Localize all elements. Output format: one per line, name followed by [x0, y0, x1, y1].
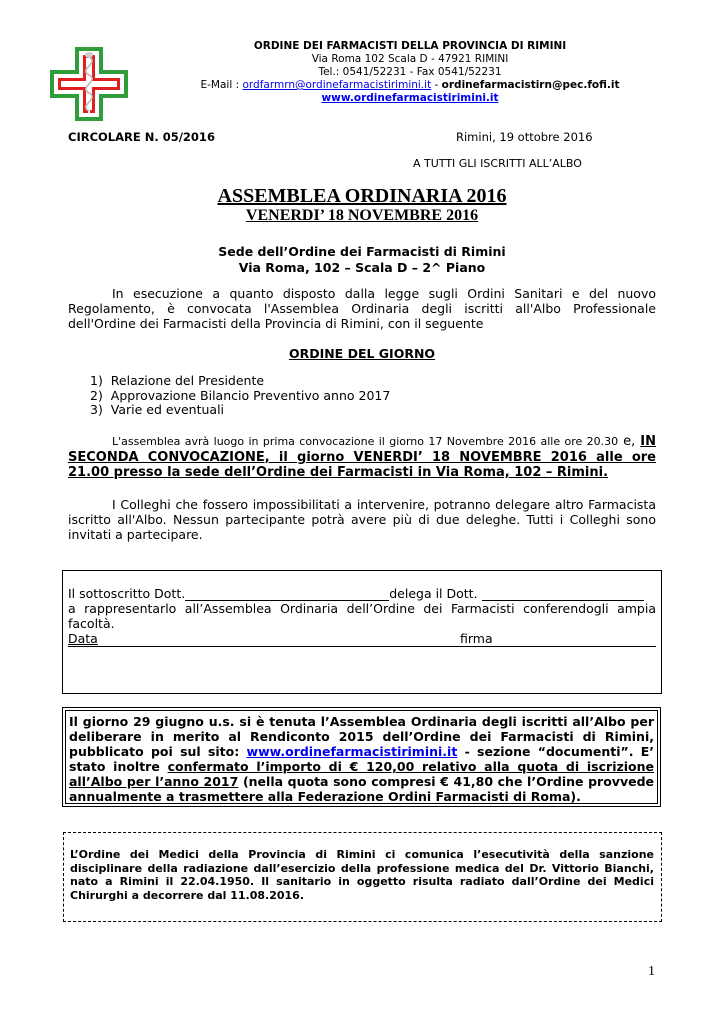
org-address: Via Roma 102 Scala D - 47921 RIMINI	[311, 53, 509, 65]
page-title: ASSEMBLEA ORDINARIA 2016	[217, 185, 507, 207]
signature-label: firma	[460, 631, 493, 646]
second-convocation: IN SECONDA CONVOCAZIONE, il giorno VENERDI’ 18 NOVEMBRE 2016 alle ore 21.00 presso la sede dell’Ordine dei Farmacisti in Via Roma, 102 – Rimini.	[68, 434, 656, 480]
email-label: E-Mail :	[200, 79, 240, 91]
delegation-note: I Colleghi che fossero impossibilitati a intervenire, potranno delegare altro Farmacista iscritto all'Albo. Nessun partecipante potrà avere più di due deleghe. Tutti i Colleghi sono invitati a partecipare.	[68, 497, 656, 542]
convocation-paragraph	[68, 434, 656, 481]
agenda-item: 1) Relazione del Presidente	[90, 373, 265, 388]
email-separator: -	[431, 79, 442, 91]
email-link[interactable]: ordfarmrn@ordinefarmacistirimini.it	[242, 79, 432, 91]
pec-address: ordinefarmacistirn@pec.fofi.it	[441, 79, 620, 91]
circolare-number: CIRCOLARE N. 05/2016	[68, 130, 215, 144]
first-convocation: L'assemblea avrà luogo in prima convocazione il giorno 17 Novembre 2016 alle ore 20.30	[112, 435, 619, 448]
letter-date: Rimini, 19 ottobre 2016	[456, 130, 593, 144]
pharmacy-cross-logo	[48, 45, 130, 123]
venue-line-1: Sede dell’Ordine dei Farmacisti di Rimini	[218, 244, 506, 259]
fee-confirmation: confermato l’importo di € 120,00 relativo alla quota di iscrizione all’Albo per l’anno 2017	[69, 759, 655, 789]
agenda-item: 2) Approvazione Bilancio Preventivo anno 2017	[90, 387, 391, 403]
notice-disciplinary-text: L’Ordine dei Medici della Provincia di Rimini ci comunica l’esecutività della sanzione disciplinare della radiazione dall’esercizio della professione medica del Dr. Vittorio Bianchi, nato a Rimini il 22.04.1950. Il sanitario in oggetto risulta radiato dall’Ordine dei Medici Chirurghi a decorrere dal 11.08.2016.	[70, 848, 654, 902]
date-label: Data	[68, 631, 98, 646]
website-link[interactable]: www.ordinefarmacistirimini.it	[321, 92, 499, 104]
agenda-item: 3) Varie ed eventuali	[90, 402, 225, 417]
notice-assembly-text: Il giorno 29 giugno u.s. si è tenuta l’Assemblea Ordinaria degli iscritti all’Albo per deliberare in merito al Rendiconto 2015 dell’Ordine dei Farmacisti di Rimini, pubblicato poi sul sito: www.ordinefarmacistirimini.it - sezione “documenti”. E’ stato inoltre confermato l’importo di € 120,00 relativo alla quota di iscrizione all’Albo per l’anno 2017 (nella quota sono compresi € 41,80 che l’Ordine provvede annualmente a trasmettere alla Federazione Ordini Farmacisti di Roma).	[69, 714, 655, 804]
page-subtitle: VENERDI’ 18 NOVEMBRE 2016	[245, 207, 479, 224]
delegate-label: delega il Dott.	[389, 586, 478, 601]
venue-line-2: Via Roma, 102 – Scala D – 2^ Piano	[238, 260, 486, 275]
org-name: ORDINE DEI FARMACISTI DELLA PROVINCIA DI RIMINI	[253, 40, 567, 52]
venue	[0, 244, 724, 276]
undersigned-name-field[interactable]	[185, 588, 389, 601]
delegate-name-field[interactable]	[482, 588, 644, 601]
agenda-list	[90, 374, 390, 418]
undersigned-label: Il sottoscritto Dott.	[68, 586, 186, 601]
agenda-heading: ORDINE DEL GIORNO	[288, 346, 436, 361]
proxy-statement: a rappresentarlo all’Assemblea Ordinaria dell’Ordine dei Farmacisti conferendogli ampia facoltà.	[68, 601, 656, 631]
notice-website-link[interactable]: www.ordinefarmacistirimini.it	[246, 744, 458, 759]
org-phone: Tel.: 0541/52231 - Fax 0541/52231	[318, 66, 502, 78]
page-number: 1	[648, 964, 655, 979]
recipients: A TUTTI GLI ISCRITTI ALL’ALBO	[413, 157, 582, 170]
proxy-form	[68, 586, 656, 647]
intro-paragraph: In esecuzione a quanto disposto dalla legge sugli Ordini Sanitari e del nuovo Regolamento, è convocata l'Assemblea Ordinaria degli iscritti all'Albo Professionale dell'Ordine dei Farmacisti della Provincia di Rimini, con il seguente	[68, 286, 656, 331]
org-email-line	[150, 79, 670, 92]
letterhead	[150, 40, 670, 105]
convocation-conjunction: e,	[618, 434, 641, 449]
